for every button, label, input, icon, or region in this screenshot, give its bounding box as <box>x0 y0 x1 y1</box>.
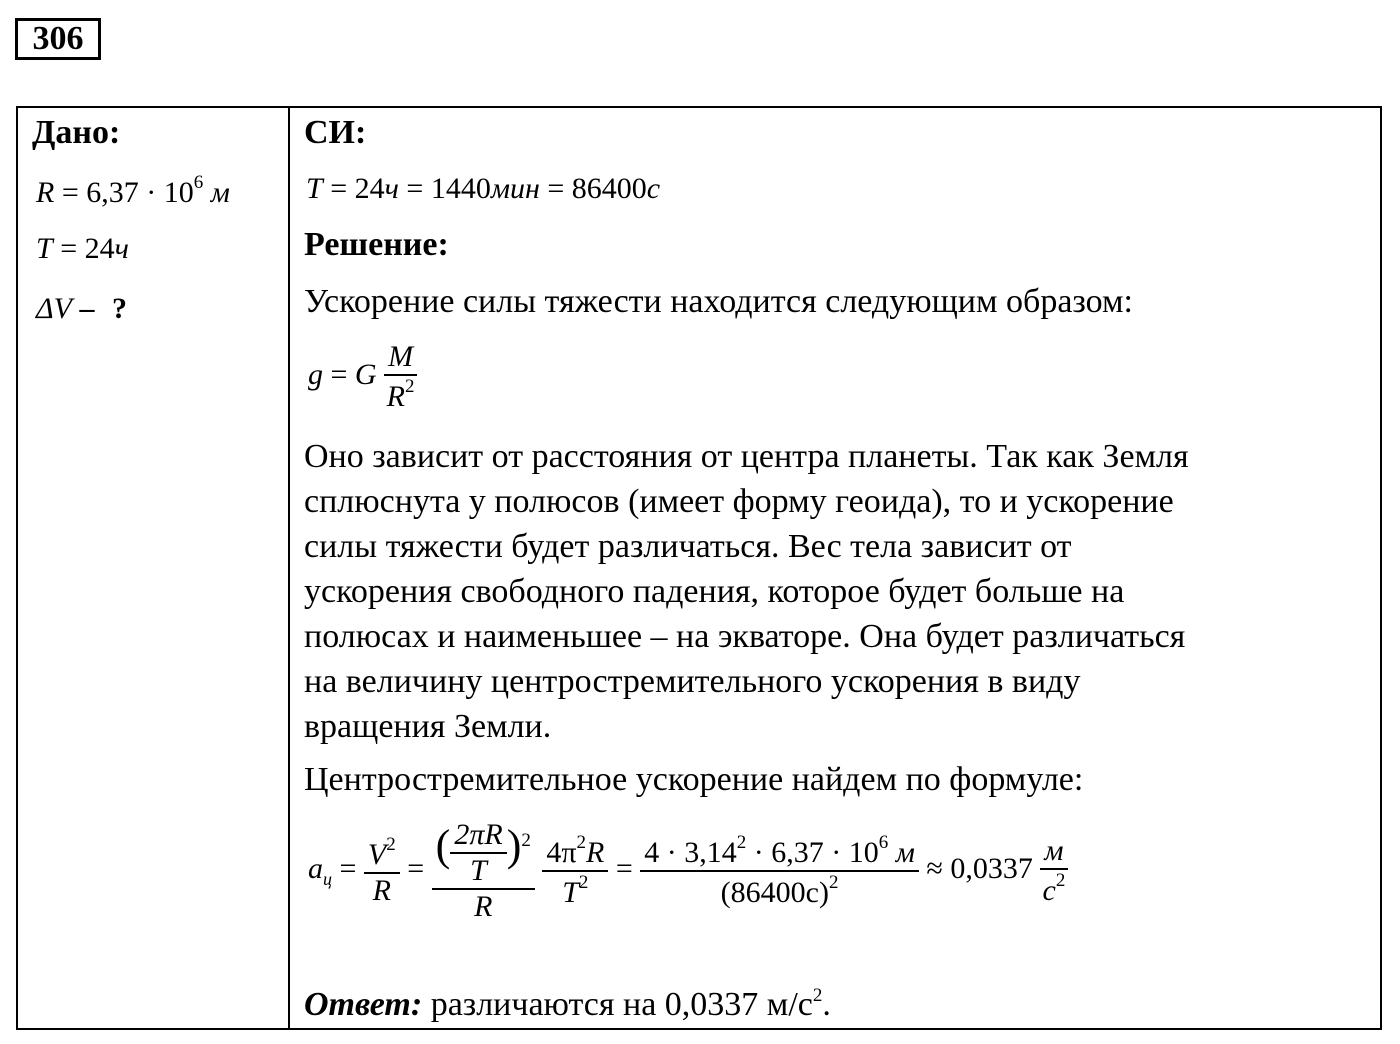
given-unknown: ΔV – ? <box>36 292 127 325</box>
solution-table <box>16 106 1382 1030</box>
column-divider <box>288 108 290 1028</box>
fraction-unit: $\frac{м}{с^2}$ <box>1040 834 1067 908</box>
gravity-fraction: $\frac{M}{R^2}$ <box>384 340 417 414</box>
gravity-intro: Ускорение силы тяжести находится следующим образом: <box>304 283 1133 320</box>
answer-line: Ответ: различаются на 0,0337 $м/с^2$. <box>304 985 831 1023</box>
answer-text: различаются на 0,0337 м/с <box>422 986 813 1023</box>
explanation-paragraph: Оно зависит от расстояния от центра планеты. Так как Земля сплюснута у полюсов (имеет форму геоида), то и ускорение силы тяжести будет различаться. Вес тела зависит от ускорения свободного падения, которое будет больше на полюсах и наименьшее – на экваторе. Она будет различаться на величину центростремительного ускорения в виду вращения Земли. <box>304 438 1189 745</box>
given-radius: $R = 6,37 \cdot 10^6$ м <box>36 172 230 209</box>
centripetal-formula: $a_ц$ = $\frac{V^2}{R}$ = ( $\frac{2\pi R}{T}$ )$^2$ R $\frac{4\pi^2R}{T^2}$ = $\frac{4 \cdot 3,14^2 \cdot 6,37 \cdot 10^6 м}{(86400с)^2}$ ≈ 0,0337 $\frac{м}{с^2}$ <box>308 818 1068 924</box>
fraction-v2-over-r: $\frac{V^2}{R}$ <box>364 834 400 908</box>
fraction-2pir-over-t-squared: ( $\frac{2\pi R}{T}$ )$^2$ R <box>432 818 535 924</box>
given-header: Дано: <box>32 114 121 151</box>
solution-header: Решение: <box>304 226 449 263</box>
answer-label: Ответ: <box>304 986 423 1023</box>
fraction-4pi2r-over-t2: $\frac{4\pi^2R}{T^2}$ <box>542 832 608 910</box>
si-period-conversion: T = 24ч = 1440мин = 86400с <box>306 172 661 205</box>
fraction-numeric: $\frac{4 \cdot 3,14^2 \cdot 6,37 \cdot 10^6 м}{(86400с)^2}$ <box>640 832 919 910</box>
gravity-formula: g = G $\frac{M}{R^2}$ <box>308 340 417 414</box>
centripetal-intro: Центростремительное ускорение найдем по формуле: <box>304 761 1084 798</box>
problem-number: 306 <box>15 18 101 60</box>
given-period: T = 24ч <box>36 232 129 265</box>
si-header: СИ: <box>304 114 367 151</box>
